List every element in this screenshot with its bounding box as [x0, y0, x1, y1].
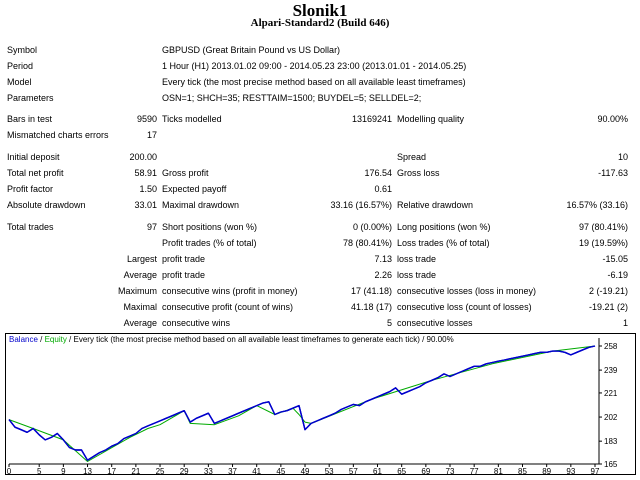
x-tick-label: 9 [61, 467, 66, 474]
maximal-cons-loss-label: consecutive loss (count of losses) [397, 302, 532, 312]
loss-trades-label: Loss trades (% of total) [397, 238, 490, 248]
profit-factor-label: Profit factor [7, 184, 54, 194]
x-tick-label: 0 [6, 467, 12, 474]
maximal-drawdown-label: Maximal drawdown [162, 200, 240, 210]
total-net-profit-value: 58.91 [134, 168, 157, 178]
legend-sep: / [37, 335, 45, 344]
x-tick-label: 97 [590, 467, 600, 474]
average-label: Average [123, 270, 157, 280]
average-loss-value: -6.19 [607, 270, 628, 280]
loss-trades-value: 19 (19.59%) [578, 238, 628, 248]
average-profit-label: profit trade [162, 270, 206, 280]
max-cons-losses-value: 2 (-19.21) [588, 286, 628, 296]
equity-line [9, 346, 595, 462]
largest-label: Largest [126, 254, 157, 264]
maximal-cons-loss-value: -19.21 (2) [588, 302, 628, 312]
avg-cons-wins-value: 5 [386, 318, 392, 328]
maximal-cons-profit-label: consecutive profit (count of wins) [162, 302, 294, 312]
x-tick-label: 89 [542, 467, 552, 474]
symbol-label: Symbol [7, 45, 38, 55]
average-profit-value: 2.26 [374, 270, 392, 280]
modelling-quality-value: 90.00% [597, 114, 628, 124]
spread-value: 10 [617, 152, 628, 162]
x-tick-label: 17 [107, 467, 117, 474]
y-tick-label: 258 [604, 342, 618, 351]
legend-balance: Balance [9, 335, 38, 344]
short-positions-label: Short positions (won %) [162, 222, 258, 232]
avg-cons-losses-value: 1 [622, 318, 628, 328]
max-cons-wins-value: 17 (41.18) [350, 286, 392, 296]
y-tick-label: 239 [604, 366, 618, 376]
x-tick-label: 25 [155, 467, 165, 474]
max-cons-losses-label: consecutive losses (loss in money) [397, 286, 537, 296]
x-tick-label: 57 [348, 467, 358, 474]
gross-profit-value: 176.54 [364, 168, 392, 178]
largest-loss-label: loss trade [397, 254, 437, 264]
balance-chart-svg [6, 334, 635, 474]
total-trades-value: 97 [146, 222, 157, 232]
profit-factor-value: 1.50 [139, 184, 157, 194]
x-tick-label: 85 [518, 467, 527, 474]
absolute-drawdown-label: Absolute drawdown [7, 200, 86, 210]
x-tick-label: 21 [131, 467, 141, 474]
maximal-cons-profit-value: 41.18 (17) [350, 302, 392, 312]
largest-profit-value: 7.13 [374, 254, 392, 264]
parameters-label: Parameters [7, 93, 54, 103]
expected-payoff-label: Expected payoff [162, 184, 227, 194]
y-tick-label: 221 [604, 388, 618, 398]
x-tick-label: 93 [566, 467, 576, 474]
x-tick-label: 65 [397, 467, 407, 474]
x-tick-label: 45 [276, 467, 286, 474]
y-tick-label: 165 [604, 460, 618, 469]
long-positions-value: 97 (80.41%) [578, 222, 628, 232]
initial-deposit-value: 200.00 [129, 152, 157, 162]
x-tick-label: 77 [469, 467, 479, 474]
report-title: Slonik1 [292, 1, 348, 20]
mismatched-label: Mismatched charts errors [7, 130, 109, 140]
report-subtitle: Alpari-Standard2 (Build 646) [250, 17, 390, 29]
ticks-modelled-value: 13169241 [351, 114, 392, 124]
legend-equity: Equity [44, 335, 67, 344]
legend-description: / Every tick (the most precise method based on all available least timeframes to generate each tick) / 90.00% [66, 335, 454, 344]
x-tick-label: 81 [493, 467, 503, 474]
relative-drawdown-label: Relative drawdown [397, 200, 474, 210]
largest-profit-label: profit trade [162, 254, 206, 264]
total-net-profit-label: Total net profit [7, 168, 64, 178]
bars-in-test-value: 9590 [136, 114, 157, 124]
symbol-value: GBPUSD (Great Britain Pound vs US Dollar) [162, 45, 341, 55]
average-cons-label: Average [123, 318, 157, 328]
spread-label: Spread [397, 152, 427, 162]
average-loss-label: loss trade [397, 270, 437, 280]
total-trades-label: Total trades [7, 222, 54, 232]
short-positions-value: 0 (0.00%) [352, 222, 392, 232]
absolute-drawdown-value: 33.01 [134, 200, 157, 210]
avg-cons-losses-label: consecutive losses [397, 318, 473, 328]
mismatched-value: 17 [146, 130, 157, 140]
profit-trades-value: 78 (80.41%) [342, 238, 392, 248]
x-tick-label: 49 [300, 467, 310, 474]
model-label: Model [7, 77, 32, 87]
maximum-label: Maximum [117, 286, 157, 296]
long-positions-label: Long positions (won %) [397, 222, 491, 232]
maximal-drawdown-value: 33.16 (16.57%) [330, 200, 392, 210]
max-cons-wins-label: consecutive wins (profit in money) [162, 286, 298, 296]
modelling-quality-label: Modelling quality [397, 114, 465, 124]
maximal-label: Maximal [123, 302, 157, 312]
x-tick-label: 5 [36, 467, 42, 474]
relative-drawdown-value: 16.57% (33.16) [566, 200, 628, 210]
expected-payoff-value: 0.61 [374, 184, 392, 194]
model-value: Every tick (the most precise method based on all available least timeframes) [162, 77, 466, 87]
avg-cons-wins-label: consecutive wins [162, 318, 231, 328]
gross-profit-label: Gross profit [162, 168, 209, 178]
x-tick-label: 53 [324, 467, 334, 474]
x-tick-label: 73 [445, 467, 455, 474]
balance-line-overlay [9, 346, 595, 460]
period-label: Period [7, 61, 34, 71]
x-tick-label: 37 [228, 467, 237, 474]
gross-loss-label: Gross loss [397, 168, 440, 178]
x-tick-label: 41 [252, 467, 262, 474]
x-tick-label: 61 [373, 467, 382, 474]
largest-loss-value: -15.05 [602, 254, 628, 264]
x-tick-label: 13 [83, 467, 92, 474]
profit-trades-label: Profit trades (% of total) [162, 238, 257, 248]
x-tick-label: 33 [203, 467, 213, 474]
chart-legend [9, 335, 454, 344]
x-tick-label: 29 [179, 467, 189, 474]
gross-loss-value: -117.63 [598, 168, 628, 178]
ticks-modelled-label: Ticks modelled [162, 114, 222, 124]
parameters-value: OSN=1; SHCH=35; RESTTAIM=1500; BUYDEL=5; SELLDEL=2; [162, 93, 422, 103]
balance-line [9, 346, 595, 460]
period-value: 1 Hour (H1) 2013.01.02 09:00 - 2014.05.23 23:00 (2013.01.01 - 2014.05.25) [162, 61, 467, 71]
x-tick-label: 69 [421, 467, 431, 474]
initial-deposit-label: Initial deposit [7, 152, 60, 162]
y-tick-label: 183 [604, 437, 618, 447]
y-tick-label: 202 [604, 413, 618, 423]
bars-in-test-label: Bars in test [7, 114, 53, 124]
balance-chart [5, 333, 636, 475]
